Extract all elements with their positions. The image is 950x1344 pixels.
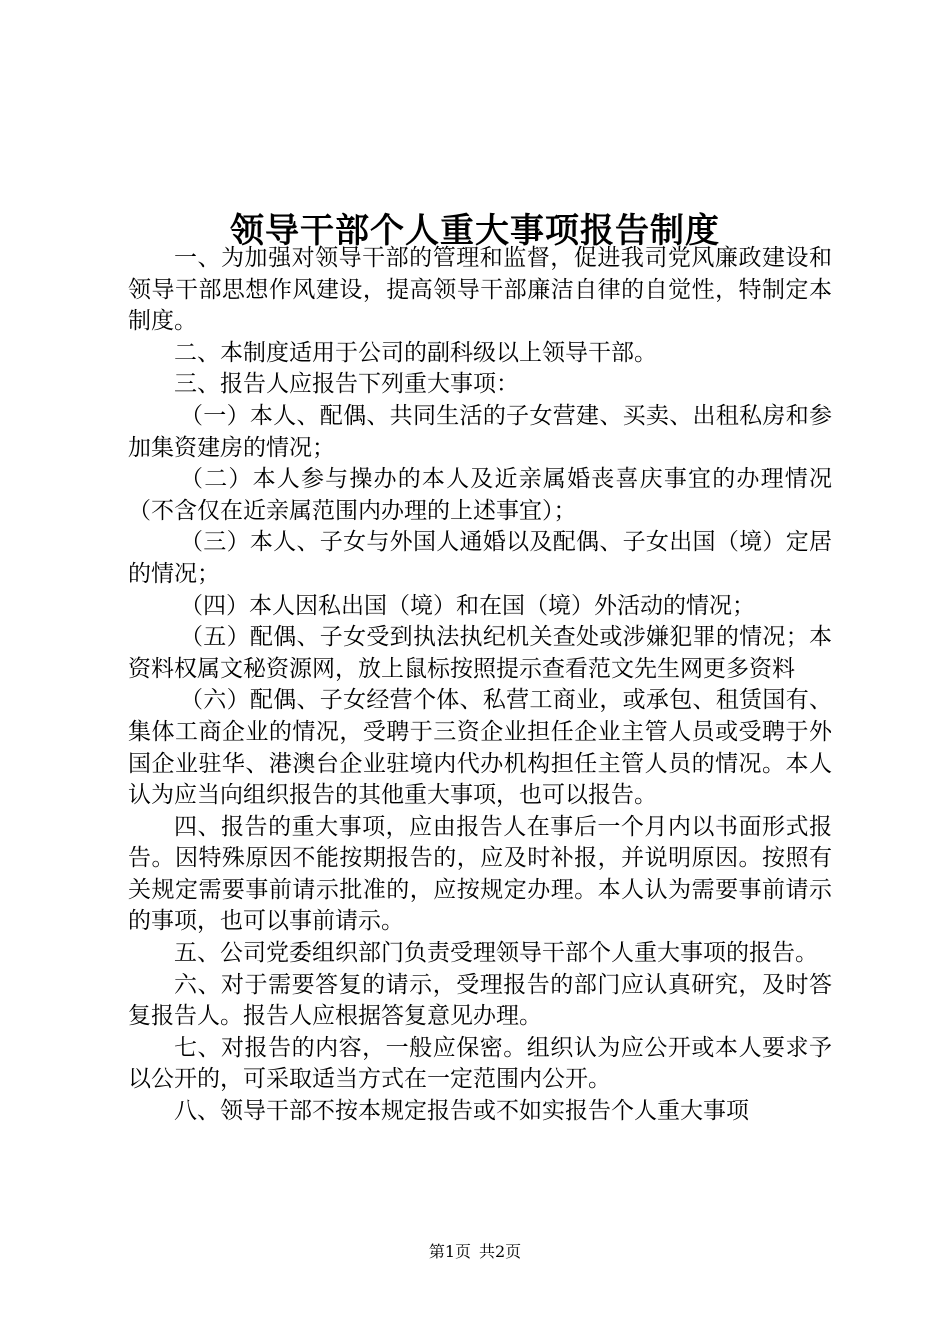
paragraph-item-4: （四）本人因私出国（境）和在国（境）外活动的情况； [180,592,755,619]
paragraph-4: 四、报告的重大事项，应由报告人在事后一个月内以书面形式报告。因特殊原因不能按期报告的，应及时补报，并说明原因。按照有关规定需要事前请示批准的，应按规定办理。本人认为需要事前请示的事项，也可以事前请示。 [128,813,832,935]
paragraph-2: 二、本制度适用于公司的副科级以上领导干部。 [174,339,657,366]
document-title: 领导干部个人重大事项报告制度 [230,210,720,251]
paragraph-item-3: （三）本人、子女与外国人通婚以及配偶、子女出国（境）定居的情况； [128,529,832,587]
page-number: 第1页 [428,1242,471,1261]
paragraph-item-6: （六）配偶、子女经营个体、私营工商业，或承包、租赁国有、集体工商企业的情况，受聘于三资企业担任企业主管人员或受聘于外国企业驻华、港澳台企业驻境内代办机构担任主管人员的情况。本人认为应当向组织报告的其他重大事项，也可以报告。 [128,687,832,809]
paragraph-5: 五、公司党委组织部门负责受理领导干部个人重大事项的报告。 [174,940,818,967]
paragraph-7: 七、对报告的内容，一般应保密。组织认为应公开或本人要求予以公开的，可采取适当方式在一定范围内公开。 [128,1034,832,1093]
paragraph-item-1: （一）本人、配偶、共同生活的子女营建、买卖、出租私房和参加集资建房的情况； [128,402,832,461]
page-total: 共2页 [479,1242,522,1261]
paragraph-item-2: （二）本人参与操办的本人及近亲属婚丧喜庆事宜的办理情况（不含仅在近亲属范围内办理的上述事宜）； [128,466,832,524]
paragraph-3: 三、报告人应报告下列重大事项： [174,371,519,398]
paragraph-1: 一、为加强对领导干部的管理和监督，促进我司党风廉政建设和领导干部思想作风建设，提高领导干部廉洁自律的自觉性，特制定本制度。 [128,245,832,335]
page-footer [0,1240,950,1264]
document-body [128,243,832,1128]
paragraph-item-5: （五）配偶、子女受到执法执纪机关查处或涉嫌犯罪的情况；本资料权属文秘资源网，放上鼠标按照提示查看范文先生网更多资料 [128,624,832,682]
paragraph-6: 六、对于需要答复的请示，受理报告的部门应认真研究，及时答复报告人。报告人应根据答复意见办理。 [128,971,832,1030]
paragraph-8: 八、领导干部不按本规定报告或不如实报告个人重大事项 [174,1098,749,1125]
